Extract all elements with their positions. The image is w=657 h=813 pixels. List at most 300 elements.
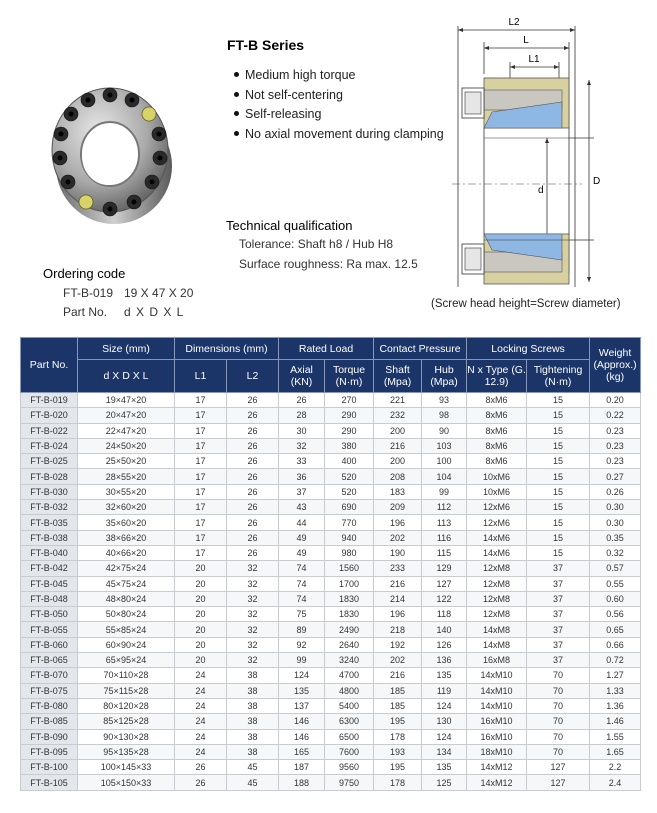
- cell-shaft: 202: [374, 653, 422, 668]
- cell-weight: 0.30: [590, 515, 641, 530]
- cell-l1: 26: [175, 775, 227, 790]
- series-title: FT-B Series: [227, 37, 305, 53]
- table-row: [21, 454, 641, 469]
- cell-hub: 135: [422, 668, 467, 683]
- cell-size: 100×145×33: [78, 760, 175, 775]
- cell-axial: 124: [279, 668, 325, 683]
- cell-l1: 17: [175, 515, 227, 530]
- cell-tightening: 70: [527, 744, 590, 759]
- cell-size: 48×80×24: [78, 591, 175, 606]
- cell-l2: 32: [227, 622, 279, 637]
- cell-part-no: FT-B-028: [21, 469, 78, 484]
- cell-tightening: 37: [527, 607, 590, 622]
- cell-axial: 165: [279, 744, 325, 759]
- cell-l2: 26: [227, 500, 279, 515]
- header-dxdxl: d X D X L: [78, 360, 175, 393]
- cell-axial: 188: [279, 775, 325, 790]
- cell-shaft: 193: [374, 744, 422, 759]
- cell-torque: 940: [325, 530, 374, 545]
- cell-screws: 12xM8: [467, 607, 527, 622]
- cell-axial: 28: [279, 408, 325, 423]
- cell-part-no: FT-B-090: [21, 729, 78, 744]
- cell-torque: 380: [325, 438, 374, 453]
- cell-axial: 44: [279, 515, 325, 530]
- table-row: [21, 653, 641, 668]
- cross-section-drawing: [432, 12, 642, 294]
- table-row: [21, 515, 641, 530]
- drawing-label-l: L: [523, 35, 529, 46]
- cell-part-no: FT-B-075: [21, 683, 78, 698]
- cell-screws: 12xM8: [467, 576, 527, 591]
- cell-l1: 17: [175, 454, 227, 469]
- cell-weight: 1.36: [590, 698, 641, 713]
- feature-item: Medium high torque: [234, 66, 444, 86]
- header-tightening: Tightening (N·m): [527, 360, 590, 393]
- cell-part-no: FT-B-085: [21, 714, 78, 729]
- cell-screws: 14xM10: [467, 698, 527, 713]
- cell-l1: 17: [175, 408, 227, 423]
- cell-l2: 32: [227, 637, 279, 652]
- table-row: [21, 423, 641, 438]
- cell-torque: 690: [325, 500, 374, 515]
- cell-l1: 24: [175, 683, 227, 698]
- cell-weight: 1.55: [590, 729, 641, 744]
- cell-axial: 30: [279, 423, 325, 438]
- cell-size: 50×80×24: [78, 607, 175, 622]
- cell-axial: 89: [279, 622, 325, 637]
- cell-shaft: 196: [374, 607, 422, 622]
- cell-torque: 6500: [325, 729, 374, 744]
- cell-torque: 520: [325, 484, 374, 499]
- table-row: [21, 393, 641, 408]
- header-hub: Hub (Mpa): [422, 360, 467, 393]
- cell-part-no: FT-B-105: [21, 775, 78, 790]
- cell-l1: 24: [175, 744, 227, 759]
- cell-weight: 2.4: [590, 775, 641, 790]
- cell-weight: 0.23: [590, 423, 641, 438]
- cell-part-no: FT-B-035: [21, 515, 78, 530]
- cell-screws: 12xM8: [467, 591, 527, 606]
- cell-l2: 38: [227, 729, 279, 744]
- header-locking-screws: Locking Screws: [467, 338, 590, 360]
- cell-axial: 74: [279, 591, 325, 606]
- cell-l2: 32: [227, 561, 279, 576]
- cell-axial: 32: [279, 438, 325, 453]
- cell-screws: 14xM12: [467, 760, 527, 775]
- cell-hub: 90: [422, 423, 467, 438]
- cell-tightening: 37: [527, 591, 590, 606]
- cell-size: 32×60×20: [78, 500, 175, 515]
- cell-torque: 290: [325, 423, 374, 438]
- cell-torque: 1560: [325, 561, 374, 576]
- cell-screws: 12xM8: [467, 561, 527, 576]
- table-subheader-row: [21, 360, 641, 393]
- header-rated-load: Rated Load: [279, 338, 374, 360]
- table-row: [21, 683, 641, 698]
- cell-torque: 6300: [325, 714, 374, 729]
- table-row: [21, 607, 641, 622]
- cell-weight: 0.65: [590, 622, 641, 637]
- part-no-value: d X D X L: [124, 305, 185, 319]
- header-nxtype: N x Type (G. 12.9): [467, 360, 527, 393]
- cell-screws: 14xM8: [467, 622, 527, 637]
- table-row: [21, 408, 641, 423]
- header-torque: Torque (N·m): [325, 360, 374, 393]
- cell-axial: 146: [279, 729, 325, 744]
- cell-weight: 0.35: [590, 530, 641, 545]
- feature-item: Self-releasing: [234, 105, 444, 125]
- header-part-no: Part No.: [21, 338, 78, 393]
- cell-screws: 16xM8: [467, 653, 527, 668]
- cell-hub: 118: [422, 607, 467, 622]
- cell-tightening: 70: [527, 698, 590, 713]
- cell-axial: 33: [279, 454, 325, 469]
- cell-torque: 9750: [325, 775, 374, 790]
- cell-torque: 520: [325, 469, 374, 484]
- cell-part-no: FT-B-020: [21, 408, 78, 423]
- header-axial: Axial (KN): [279, 360, 325, 393]
- cell-l1: 17: [175, 423, 227, 438]
- cell-l2: 38: [227, 714, 279, 729]
- cell-hub: 136: [422, 653, 467, 668]
- cell-l2: 38: [227, 683, 279, 698]
- cell-axial: 137: [279, 698, 325, 713]
- header-l2: L2: [227, 360, 279, 393]
- cell-tightening: 70: [527, 683, 590, 698]
- cell-torque: 5400: [325, 698, 374, 713]
- cell-axial: 49: [279, 530, 325, 545]
- table-row: [21, 714, 641, 729]
- cell-tightening: 15: [527, 500, 590, 515]
- cell-shaft: 178: [374, 775, 422, 790]
- cell-shaft: 178: [374, 729, 422, 744]
- table-row: [21, 668, 641, 683]
- cell-torque: 4800: [325, 683, 374, 698]
- cell-weight: 1.33: [590, 683, 641, 698]
- cell-part-no: FT-B-025: [21, 454, 78, 469]
- ordering-title: Ordering code: [43, 266, 126, 281]
- cell-l1: 20: [175, 637, 227, 652]
- cell-screws: 8xM6: [467, 454, 527, 469]
- cell-screws: 8xM6: [467, 408, 527, 423]
- ordering-code-value: 19 X 47 X 20: [124, 286, 194, 300]
- cell-weight: 0.32: [590, 545, 641, 560]
- cell-hub: 124: [422, 729, 467, 744]
- bullet-icon: [234, 92, 239, 97]
- cell-l2: 26: [227, 469, 279, 484]
- cell-l1: 20: [175, 607, 227, 622]
- cell-shaft: 200: [374, 423, 422, 438]
- table-row: [21, 469, 641, 484]
- cell-shaft: 214: [374, 591, 422, 606]
- roughness-text: Surface roughness: Ra max. 12.5: [239, 257, 418, 271]
- cell-tightening: 37: [527, 637, 590, 652]
- cell-hub: 119: [422, 683, 467, 698]
- cell-size: 30×55×20: [78, 484, 175, 499]
- cell-torque: 3240: [325, 653, 374, 668]
- cell-part-no: FT-B-060: [21, 637, 78, 652]
- cell-part-no: FT-B-038: [21, 530, 78, 545]
- cell-l1: 17: [175, 545, 227, 560]
- cell-torque: 270: [325, 393, 374, 408]
- cell-l1: 24: [175, 714, 227, 729]
- table-row: [21, 729, 641, 744]
- drawing-label-l1: L1: [528, 54, 540, 65]
- cell-screws: 10xM6: [467, 469, 527, 484]
- cell-hub: 93: [422, 393, 467, 408]
- feature-list: [234, 66, 444, 144]
- cell-axial: 187: [279, 760, 325, 775]
- cell-screws: 14xM6: [467, 530, 527, 545]
- cell-tightening: 15: [527, 408, 590, 423]
- cell-l2: 32: [227, 591, 279, 606]
- cell-axial: 74: [279, 576, 325, 591]
- drawing-label-D: D: [593, 176, 601, 187]
- cell-size: 19×47×20: [78, 393, 175, 408]
- cell-l2: 26: [227, 423, 279, 438]
- cell-weight: 0.60: [590, 591, 641, 606]
- cell-l2: 32: [227, 607, 279, 622]
- cell-shaft: 190: [374, 545, 422, 560]
- cell-shaft: 221: [374, 393, 422, 408]
- cell-size: 28×55×20: [78, 469, 175, 484]
- cell-hub: 134: [422, 744, 467, 759]
- cell-shaft: 232: [374, 408, 422, 423]
- cell-weight: 0.26: [590, 484, 641, 499]
- cell-shaft: 208: [374, 469, 422, 484]
- cell-weight: 0.56: [590, 607, 641, 622]
- table-row: [21, 637, 641, 652]
- cell-hub: 126: [422, 637, 467, 652]
- cell-l2: 38: [227, 668, 279, 683]
- cell-l2: 26: [227, 545, 279, 560]
- technical-title: Technical qualification: [226, 218, 353, 233]
- cell-shaft: 196: [374, 515, 422, 530]
- cell-l2: 45: [227, 775, 279, 790]
- cell-axial: 92: [279, 637, 325, 652]
- cell-screws: 10xM6: [467, 484, 527, 499]
- cell-size: 35×60×20: [78, 515, 175, 530]
- cell-screws: 16xM10: [467, 714, 527, 729]
- cell-shaft: 218: [374, 622, 422, 637]
- cell-axial: 99: [279, 653, 325, 668]
- cell-hub: 100: [422, 454, 467, 469]
- cell-size: 24×50×20: [78, 438, 175, 453]
- cell-size: 80×120×28: [78, 698, 175, 713]
- cell-l2: 26: [227, 515, 279, 530]
- cell-part-no: FT-B-024: [21, 438, 78, 453]
- cell-shaft: 183: [374, 484, 422, 499]
- cell-part-no: FT-B-055: [21, 622, 78, 637]
- cell-screws: 14xM12: [467, 775, 527, 790]
- cell-torque: 1830: [325, 607, 374, 622]
- header-size: Size (mm): [78, 338, 175, 360]
- cell-part-no: FT-B-042: [21, 561, 78, 576]
- cell-l1: 20: [175, 622, 227, 637]
- cell-tightening: 15: [527, 515, 590, 530]
- cell-tightening: 15: [527, 423, 590, 438]
- cell-hub: 112: [422, 500, 467, 515]
- cell-torque: 1700: [325, 576, 374, 591]
- cell-hub: 113: [422, 515, 467, 530]
- cell-tightening: 70: [527, 729, 590, 744]
- cell-shaft: 185: [374, 698, 422, 713]
- cell-size: 70×110×28: [78, 668, 175, 683]
- cell-size: 95×135×28: [78, 744, 175, 759]
- cell-screws: 14xM8: [467, 637, 527, 652]
- table-row: [21, 698, 641, 713]
- cell-size: 55×85×24: [78, 622, 175, 637]
- cell-shaft: 233: [374, 561, 422, 576]
- header-dimensions: Dimensions (mm): [175, 338, 279, 360]
- cell-size: 20×47×20: [78, 408, 175, 423]
- cell-weight: 1.27: [590, 668, 641, 683]
- bullet-icon: [234, 131, 239, 136]
- cell-tightening: 70: [527, 668, 590, 683]
- table-row: [21, 775, 641, 790]
- cell-weight: 0.23: [590, 438, 641, 453]
- cell-l1: 17: [175, 469, 227, 484]
- cell-torque: 9560: [325, 760, 374, 775]
- cell-shaft: 195: [374, 760, 422, 775]
- cell-part-no: FT-B-022: [21, 423, 78, 438]
- cell-axial: 36: [279, 469, 325, 484]
- cell-part-no: FT-B-048: [21, 591, 78, 606]
- cell-tightening: 127: [527, 775, 590, 790]
- table-row: [21, 760, 641, 775]
- cell-tightening: 37: [527, 561, 590, 576]
- cell-size: 22×47×20: [78, 423, 175, 438]
- cell-l1: 17: [175, 393, 227, 408]
- header-shaft: Shaft (Mpa): [374, 360, 422, 393]
- cell-hub: 103: [422, 438, 467, 453]
- cell-torque: 400: [325, 454, 374, 469]
- cell-part-no: FT-B-095: [21, 744, 78, 759]
- cell-tightening: 37: [527, 576, 590, 591]
- cell-tightening: 37: [527, 622, 590, 637]
- cell-size: 42×75×24: [78, 561, 175, 576]
- cell-screws: 8xM6: [467, 438, 527, 453]
- table-row: [21, 744, 641, 759]
- table-row: [21, 576, 641, 591]
- cell-l2: 32: [227, 576, 279, 591]
- cell-l2: 26: [227, 393, 279, 408]
- cell-screws: 14xM6: [467, 545, 527, 560]
- cell-part-no: FT-B-080: [21, 698, 78, 713]
- cell-shaft: 216: [374, 668, 422, 683]
- cell-torque: 2640: [325, 637, 374, 652]
- cell-size: 38×66×20: [78, 530, 175, 545]
- table-row: [21, 484, 641, 499]
- header-weight: Weight (Approx.) (kg): [590, 338, 641, 393]
- cell-shaft: 216: [374, 438, 422, 453]
- cell-tightening: 15: [527, 454, 590, 469]
- cell-shaft: 202: [374, 530, 422, 545]
- feature-item: Not self-centering: [234, 86, 444, 106]
- cell-hub: 129: [422, 561, 467, 576]
- cell-l2: 38: [227, 698, 279, 713]
- table-header-row: [21, 338, 641, 360]
- cell-screws: 12xM6: [467, 500, 527, 515]
- cell-part-no: FT-B-032: [21, 500, 78, 515]
- tolerance-text: Tolerance: Shaft h8 / Hub H8: [239, 237, 394, 251]
- cell-weight: 0.55: [590, 576, 641, 591]
- cell-size: 85×125×28: [78, 714, 175, 729]
- cell-weight: 0.22: [590, 408, 641, 423]
- cell-shaft: 200: [374, 454, 422, 469]
- cell-l2: 26: [227, 454, 279, 469]
- cell-tightening: 15: [527, 545, 590, 560]
- cell-size: 40×66×20: [78, 545, 175, 560]
- cell-axial: 26: [279, 393, 325, 408]
- cell-size: 75×115×28: [78, 683, 175, 698]
- spec-table-body: [21, 393, 641, 791]
- cell-l1: 24: [175, 698, 227, 713]
- cell-torque: 980: [325, 545, 374, 560]
- cell-shaft: 192: [374, 637, 422, 652]
- product-photo: [46, 78, 178, 228]
- cell-screws: 18xM10: [467, 744, 527, 759]
- table-row: [21, 622, 641, 637]
- header-contact-pressure: Contact Pressure: [374, 338, 467, 360]
- cell-size: 90×130×28: [78, 729, 175, 744]
- cell-axial: 75: [279, 607, 325, 622]
- cell-torque: 4700: [325, 668, 374, 683]
- cell-l2: 26: [227, 438, 279, 453]
- cell-axial: 37: [279, 484, 325, 499]
- cell-hub: 115: [422, 545, 467, 560]
- cell-size: 45×75×24: [78, 576, 175, 591]
- cell-l1: 20: [175, 576, 227, 591]
- cell-tightening: 37: [527, 653, 590, 668]
- header-l1: L1: [175, 360, 227, 393]
- cell-hub: 122: [422, 591, 467, 606]
- cell-tightening: 15: [527, 484, 590, 499]
- cell-l1: 17: [175, 484, 227, 499]
- cell-part-no: FT-B-040: [21, 545, 78, 560]
- spec-table: [20, 337, 641, 791]
- cell-part-no: FT-B-019: [21, 393, 78, 408]
- cell-size: 105×150×33: [78, 775, 175, 790]
- cell-l2: 26: [227, 484, 279, 499]
- cell-shaft: 195: [374, 714, 422, 729]
- cell-l1: 17: [175, 500, 227, 515]
- cell-l2: 38: [227, 744, 279, 759]
- cell-screws: 14xM10: [467, 668, 527, 683]
- cell-l2: 32: [227, 653, 279, 668]
- cell-hub: 130: [422, 714, 467, 729]
- cell-weight: 0.66: [590, 637, 641, 652]
- cell-part-no: FT-B-070: [21, 668, 78, 683]
- cell-screws: 8xM6: [467, 393, 527, 408]
- drawing-label-l2: L2: [508, 17, 520, 28]
- cell-weight: 0.72: [590, 653, 641, 668]
- table-row: [21, 591, 641, 606]
- cell-l1: 20: [175, 591, 227, 606]
- cell-hub: 127: [422, 576, 467, 591]
- cell-torque: 770: [325, 515, 374, 530]
- cell-hub: 124: [422, 698, 467, 713]
- cell-l1: 20: [175, 561, 227, 576]
- table-row: [21, 545, 641, 560]
- cell-part-no: FT-B-050: [21, 607, 78, 622]
- cell-l1: 24: [175, 668, 227, 683]
- cell-shaft: 216: [374, 576, 422, 591]
- cell-tightening: 15: [527, 393, 590, 408]
- screw-note: (Screw head height=Screw diameter): [431, 298, 621, 310]
- cell-shaft: 209: [374, 500, 422, 515]
- cell-l1: 17: [175, 438, 227, 453]
